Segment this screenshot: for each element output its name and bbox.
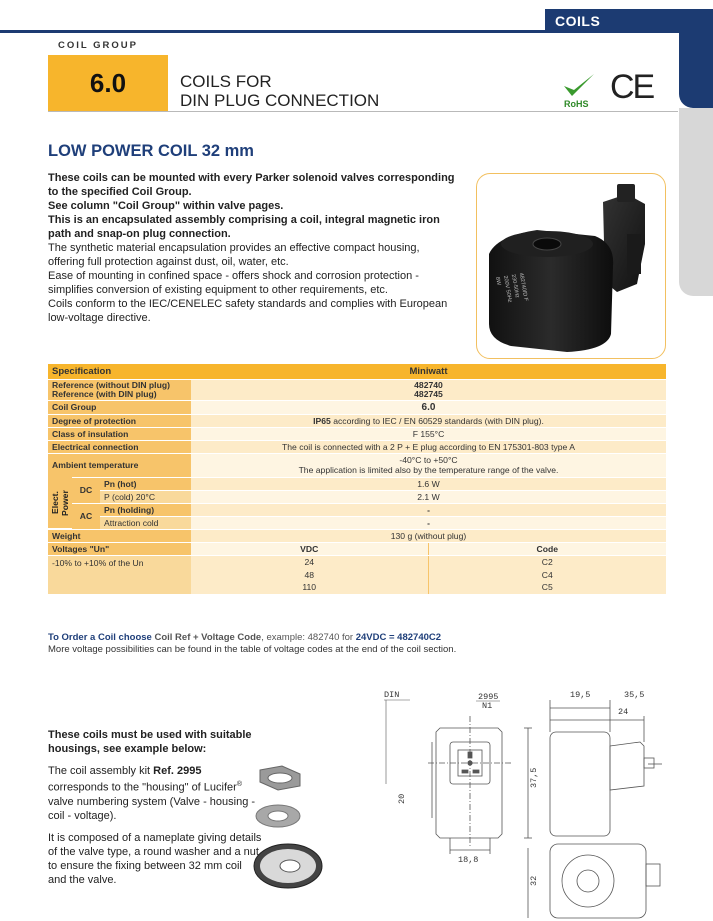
intro-p4: The synthetic material encapsulation provides an effective compact housing, offering full protection against dust, oil, water, etc. — [48, 242, 420, 268]
protection-label: Degree of protection — [48, 414, 191, 427]
insulation-value: F 155°C — [191, 427, 666, 440]
coil-label-line4: 8W — [494, 276, 502, 286]
tolerance-label: -10% to +10% of the Un — [48, 555, 191, 594]
header-divider — [48, 111, 678, 112]
weight-label: Weight — [48, 529, 191, 542]
drawing-dim-20: 20 — [397, 793, 407, 804]
spec-table — [48, 364, 666, 595]
coil-group-row-label: Coil Group — [48, 400, 191, 414]
housing-p2: It is composed of a nameplate giving details of the valve type, a round washer and a nut to ensure the fixing between 32 mm coil and the valve. — [48, 831, 262, 886]
table-row — [48, 414, 666, 427]
vdc-header: VDC — [191, 542, 428, 555]
elect-power-label: Elect. Power — [48, 477, 72, 529]
pn-hot-value: 1.6 W — [191, 477, 666, 490]
drawing-front-view — [428, 716, 532, 854]
ce-mark: CE — [610, 68, 654, 106]
page-title: LOW POWER COIL 32 mm — [48, 142, 254, 160]
drawing-dim-18-8: 18,8 — [458, 855, 479, 865]
vdc-value: 110 — [191, 581, 428, 594]
table-row — [48, 555, 666, 568]
attraction-value: - — [191, 516, 666, 529]
ambient-temp-value: -40°C to +50°C The application is limited also by the temperature range of the valve. — [191, 453, 666, 477]
protection-value: IP65 according to IEC / EN 60529 standards (with DIN plug). — [191, 414, 666, 427]
housing-p1: The coil assembly kit Ref. 2995 corresponds to the "housing" of Lucifer® valve numbering system (Valve - housing - coil - voltage). — [48, 765, 256, 822]
dc-label: DC — [72, 477, 100, 503]
intro-p2: See column "Coil Group" within valve pages. — [48, 200, 284, 212]
drawing-dim-32: 32 — [529, 875, 539, 886]
pn-holding-label: Pn (holding) — [100, 503, 191, 516]
intro-text — [48, 171, 456, 325]
coil-group-label: COIL GROUP — [48, 37, 168, 55]
drawing-din-label: DIN — [384, 690, 400, 700]
table-row — [48, 453, 666, 477]
group-title-line1: COILS FOR — [180, 72, 272, 91]
drawing-dim-37-5: 37,5 — [529, 767, 539, 788]
reference-value: 482740 482745 — [191, 379, 666, 400]
ambient-temp-label: Ambient temperature — [48, 453, 191, 477]
attraction-label: Attraction cold — [100, 516, 191, 529]
ordering-info — [48, 632, 688, 656]
drawing-dim-24: 24 — [618, 707, 629, 717]
section-tab: COILS — [545, 9, 713, 33]
ordering-line2: More voltage possibilities can be found in the table of voltage codes at the end of the coil section. — [48, 644, 457, 655]
drawing-ref-label: 2995 — [478, 692, 499, 702]
group-title-line2: DIN PLUG CONNECTION — [180, 91, 380, 110]
miniwatt-col-header: Miniwatt — [191, 364, 666, 379]
electrical-connection-value: The coil is connected with a 2 P + E plug according to EN 175301-803 type A — [191, 440, 666, 453]
insulation-label: Class of insulation — [48, 427, 191, 440]
code-value: C4 — [428, 568, 666, 581]
product-photo-frame — [476, 173, 666, 359]
intro-p5: Ease of mounting in confined space - offers shock and corrosion protection - simplifies conversion of existing equipment to other requirements, etc. — [48, 270, 419, 296]
washer-icon — [256, 805, 300, 827]
drawing-dim-19-5: 19,5 — [570, 690, 591, 700]
coil-label-line2: 230-50Hz — [509, 273, 520, 299]
table-row — [48, 542, 666, 555]
group-title — [180, 72, 379, 110]
electrical-connection-label: Electrical connection — [48, 440, 191, 453]
reference-label: Reference (without DIN plug) Reference (with DIN plug) — [48, 379, 191, 400]
ac-label: AC — [72, 503, 100, 529]
coil-group-number: 6.0 — [48, 55, 168, 111]
nameplate-icon — [254, 844, 322, 888]
vdc-value: 24 — [191, 555, 428, 568]
housing-heading: These coils must be used with suitable housings, see example below: — [48, 729, 252, 755]
pn-hot-label: Pn (hot) — [100, 477, 191, 490]
rohs-text: RoHS — [564, 99, 589, 109]
voltages-label: Voltages "Un" — [48, 542, 191, 555]
drawing-dim-35-5: 35,5 — [624, 690, 645, 700]
table-row — [48, 490, 666, 503]
drawing-bottom-view — [528, 844, 660, 918]
table-row — [48, 427, 666, 440]
side-rail-blue — [679, 33, 713, 108]
din-plug-gland — [617, 184, 635, 202]
pn-holding-value: - — [191, 503, 666, 516]
coil-label-line3: 200V 50Hz — [501, 275, 513, 303]
spec-header-row — [48, 364, 666, 379]
coil-group-row-value: 6.0 — [191, 400, 666, 414]
rohs-check-icon — [564, 74, 594, 96]
table-row — [48, 440, 666, 453]
drawing-ref2-label: N1 — [482, 701, 493, 711]
nut-icon — [260, 766, 300, 790]
ordering-line1: To Order a Coil choose Coil Ref + Voltage Code, example: 482740 for 24VDC = 482740C2 — [48, 632, 442, 643]
coil-label-line1: 482740/D F — [517, 272, 529, 302]
side-rail-gray — [679, 108, 713, 296]
table-row — [48, 503, 666, 516]
table-row — [48, 379, 666, 400]
spec-col-header: Specification — [48, 364, 191, 379]
table-row — [48, 529, 666, 542]
code-value: C2 — [428, 555, 666, 568]
housing-kit-image — [238, 762, 338, 892]
table-row — [48, 400, 666, 414]
weight-value: 130 g (without plug) — [191, 529, 666, 542]
rohs-logo — [560, 70, 600, 110]
technical-drawing — [378, 686, 678, 921]
intro-p1: These coils can be mounted with every Parker solenoid valves corresponding to the specified Coil Group. — [48, 172, 455, 198]
housing-info — [48, 728, 263, 895]
coil-photo — [477, 174, 667, 360]
table-row — [48, 477, 666, 490]
drawing-side-view — [550, 700, 662, 836]
intro-p3: This is an encapsulated assembly comprising a coil, integral magnetic iron path and snap-on plug connection. — [48, 214, 440, 240]
intro-p6: Coils conform to the IEC/CENELEC safety standards and complies with European low-voltage directive. — [48, 298, 448, 324]
code-header: Code — [428, 542, 666, 555]
vdc-value: 48 — [191, 568, 428, 581]
p-cold-value: 2.1 W — [191, 490, 666, 503]
table-row — [48, 516, 666, 529]
p-cold-label: P (cold) 20°C — [100, 490, 191, 503]
code-value: C5 — [428, 581, 666, 594]
